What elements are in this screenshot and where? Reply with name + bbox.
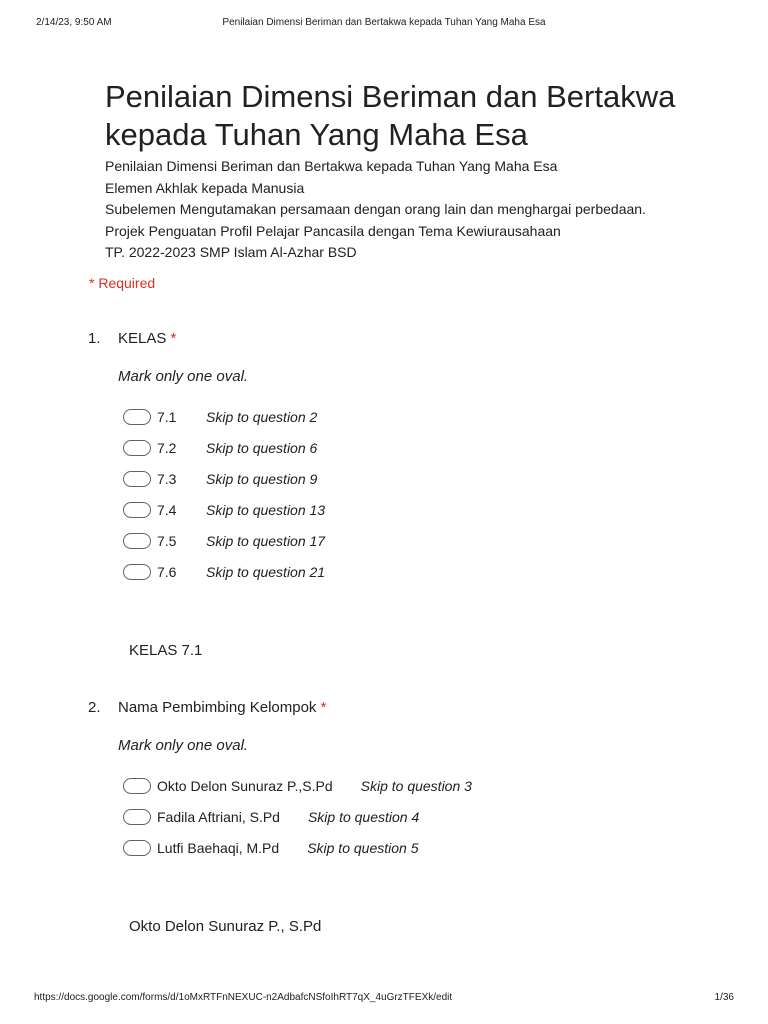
question-title-text: KELAS (118, 330, 167, 347)
radio-oval[interactable] (123, 778, 151, 794)
radio-oval[interactable] (123, 502, 151, 518)
radio-option-7-2[interactable] (123, 438, 317, 458)
skip-instruction: Skip to question 6 (206, 440, 318, 456)
radio-oval[interactable] (123, 440, 151, 456)
description-line: Projek Penguatan Profil Pelajar Pancasila dengan Tema Kewiurausahaan (105, 222, 561, 239)
option-label: 7.5 (157, 533, 177, 549)
skip-instruction: Skip to question 13 (206, 502, 326, 518)
option-label: 7.6 (157, 564, 177, 580)
required-asterisk: * (320, 699, 327, 716)
option-label: 7.3 (157, 471, 177, 487)
skip-instruction: Skip to question 2 (206, 409, 318, 425)
question-title-text: Nama Pembimbing Kelompok (118, 699, 317, 716)
radio-option-okto-delon[interactable] (123, 776, 472, 796)
description-line: Penilaian Dimensi Beriman dan Bertakwa kepada Tuhan Yang Maha Esa (105, 158, 558, 174)
radio-option-7-5[interactable] (123, 531, 325, 551)
question-hint: Mark only one oval. (118, 368, 249, 385)
description-line: Elemen Akhlak kepada Manusia (105, 179, 305, 196)
radio-option-fadila-aftriani[interactable] (123, 807, 419, 827)
option-label: 7.2 (157, 440, 177, 456)
question-number: 2. (88, 699, 101, 716)
question-title (118, 330, 176, 347)
skip-instruction: Skip to question 5 (307, 840, 419, 856)
radio-option-7-3[interactable] (123, 469, 317, 489)
radio-oval[interactable] (123, 471, 151, 487)
form-description (105, 156, 705, 264)
radio-oval[interactable] (123, 840, 151, 856)
radio-option-7-1[interactable] (123, 407, 317, 427)
skip-instruction: Skip to question 3 (360, 778, 472, 794)
radio-oval[interactable] (123, 409, 151, 425)
radio-oval[interactable] (123, 809, 151, 825)
print-datetime: 2/14/23, 9:50 AM (36, 17, 112, 28)
skip-instruction: Skip to question 4 (307, 809, 420, 825)
skip-instruction: Skip to question 21 (206, 564, 326, 580)
question-hint: Mark only one oval. (118, 737, 249, 754)
option-label: Fadila Aftriani, S.Pd (157, 809, 280, 825)
radio-option-7-6[interactable] (123, 562, 325, 582)
option-label: 7.1 (157, 409, 177, 425)
section-title: Okto Delon Sunuraz P., S.Pd (129, 918, 322, 935)
option-label: Okto Delon Sunuraz P.,S.Pd (157, 778, 333, 794)
description-line: Subelemen Mengutamakan persamaan dengan orang lain dan menghargai perbedaan. (105, 201, 646, 217)
skip-instruction: Skip to question 17 (206, 533, 326, 549)
radio-option-lutfi-baehaqi[interactable] (123, 838, 418, 858)
radio-oval[interactable] (123, 533, 151, 549)
required-asterisk: * (170, 330, 177, 347)
radio-option-7-4[interactable] (123, 500, 325, 520)
option-label: 7.4 (157, 502, 177, 518)
question-title (118, 699, 326, 716)
description-line: TP. 2022-2023 SMP Islam Al-Azhar BSD (105, 244, 357, 260)
radio-oval[interactable] (123, 564, 151, 580)
option-label: Lutfi Baehaqi, M.Pd (157, 840, 280, 856)
print-url: https://docs.google.com/forms/d/1oMxRTFnNEXUC-n2AdbafcNSfoIhRT7qX_4uGrzTFEXk/edit (34, 992, 453, 1003)
required-note: * Required (89, 275, 156, 291)
section-title: KELAS 7.1 (129, 642, 203, 659)
skip-instruction: Skip to question 9 (206, 471, 318, 487)
form-title: Penilaian Dimensi Beriman dan Bertakwa kepada Tuhan Yang Maha Esa (105, 79, 676, 152)
print-document-title: Penilaian Dimensi Beriman dan Bertakwa kepada Tuhan Yang Maha Esa (222, 17, 546, 28)
question-number: 1. (88, 330, 101, 347)
page-number: 1/36 (714, 992, 734, 1003)
